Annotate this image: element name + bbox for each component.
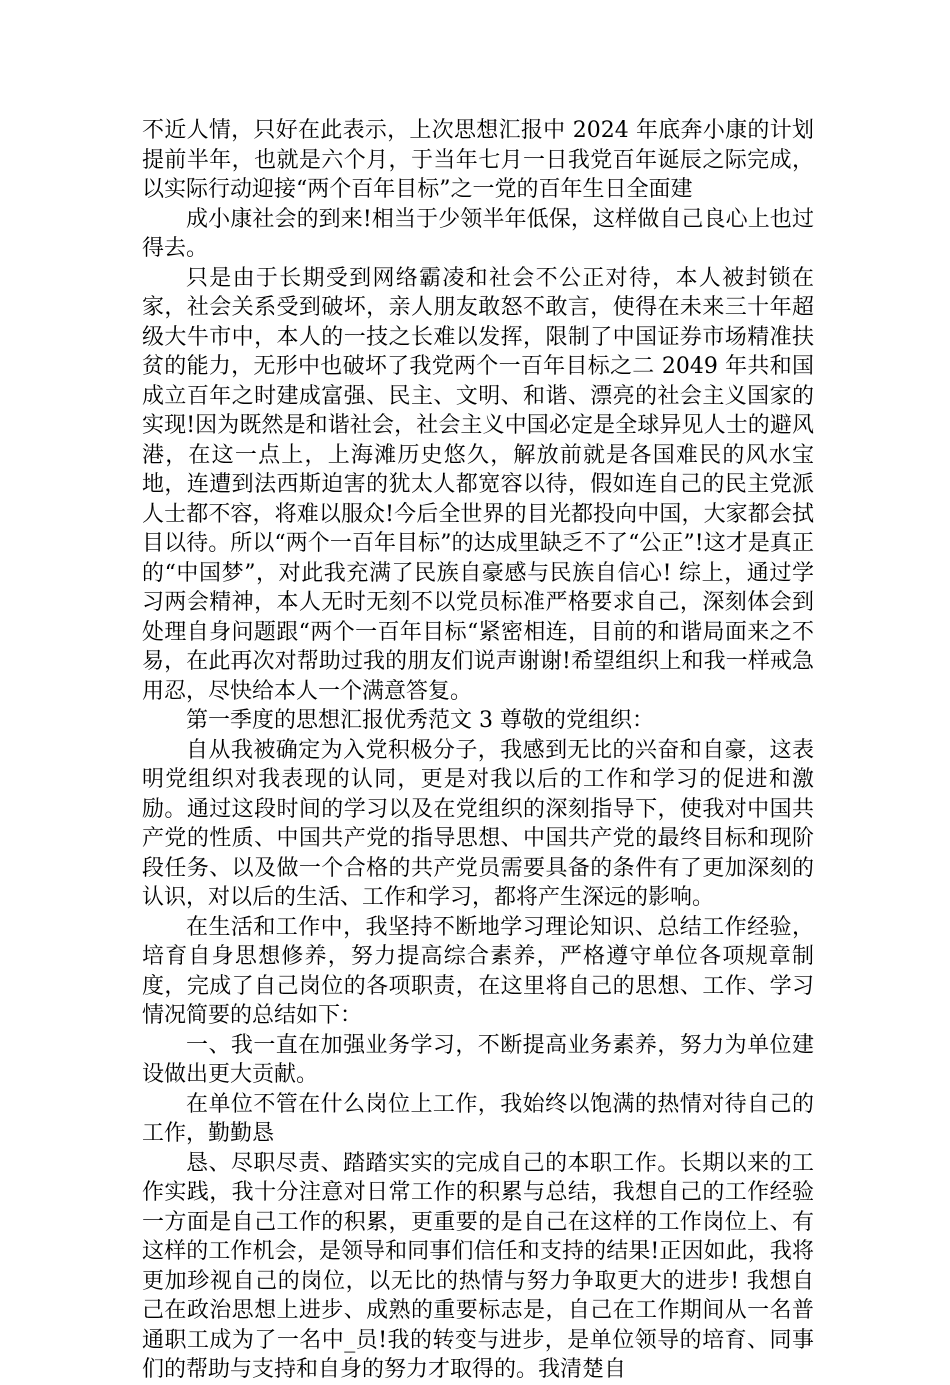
paragraph-3: 只是由于长期受到网络霸凌和社会不公正对待，本人被封锁在家，社会关系受到破坏，亲人朋友敢怒不敢言，使得在未来三十年超级大牛市中，本人的一技之长难以发挥，限制了中国证券市场精准扶贫的能力，无形中也破坏了我党两个一百年目标之二 2049 年共和国成立百年之时建成富强、民主、文明、和谐、漂亮的社会主义国家的实现!因为既然是和谐社会，社会主义中国必定是全球异见人士的避风港，在这一点上，上海滩历史悠久，解放前就是各国难民的风水宝地，连遭到法西斯迫害的犹太人都宽容以待，假如连自己的民主党派人士都不容，将难以服众!今后全世界的目光都投向中国，大家都会拭目以待。所以“两个一百年目标”的达成里缺乏不了“公正”!这才是真正的“中国梦”，对此我充满了民族自豪感与民族自信心! 综上，通过学习两会精神，本人无时无刻不以党员标准严格要求自己，深刻体会到处理自身问题跟“两个一百年目标“紧密相连，目前的和谐局面来之不易，在此再次对帮助过我的朋友们说声谢谢!希望组织上和我一样戒急用忍，尽快给本人一个满意答复。 xyxy=(142,265,814,704)
paragraph-5: 自从我被确定为入党积极分子，我感到无比的兴奋和自豪，这表明党组织对我表现的认同，更是对我以后的工作和学习的促进和激励。通过这段时间的学习以及在党组织的深刻指导下，使我对中国共产党的性质、中国共产党的指导思想、中国共产党的最终目标和现阶段任务、以及做一个合格的共产党员需要具备的条件有了更加深刻的认识，对以后的生活、工作和学习，都将产生深远的影响。 xyxy=(142,737,814,910)
section-heading: 第一季度的思想汇报优秀范文 3 尊敬的党组织： xyxy=(186,708,654,733)
document-body xyxy=(142,116,814,1385)
paragraph-9: 恳、尽职尽责、踏踏实实的完成自己的本职工作。长期以来的工作实践，我十分注意对日常工作的积累与总结，我想自己的工作经验一方面是自己工作的积累，更重要的是自己在这样的工作岗位上、有这样的工作机会，是领导和同事们信任和支持的结果!正因如此，我将更加珍视自己的岗位，以无比的热情与努力争取更大的进步! 我想自己在政治思想上进步、成熟的重要标志是，自己在工作期间从一名普通职工成为了一名中_员!我的转变与进步，是单位领导的培育、同事们的帮助与支持和自身的努力才取得的。我清楚自 xyxy=(142,1150,814,1382)
numbered-point-1: 一、我一直在加强业务学习，不断提高业务素养，努力为单位建设做出更大贡献。 xyxy=(142,1032,814,1087)
paragraph-6: 在生活和工作中，我坚持不断地学习理论知识、总结工作经验，培育自身思想修养，努力提高综合素养，严格遵守单位各项规章制度，完成了自己岗位的各项职责，在这里将自己的思想、工作、学习情况简要的总结如下： xyxy=(142,914,814,1028)
paragraph-2: 成小康社会的到来!相当于少领半年低保，这样做自己良心上也过得去。 xyxy=(142,206,814,261)
paragraph-8: 在单位不管在什么岗位上工作，我始终以饱满的热情对待自己的工作，勤勤恳 xyxy=(142,1091,814,1146)
paragraph-1: 不近人情，只好在此表示，上次思想汇报中 2024 年底奔小康的计划提前半年，也就是六个月，于当年七月一日我党百年诞辰之际完成，以实际行动迎接“两个百年目标”之一党的百年生日全面建 xyxy=(142,118,814,202)
